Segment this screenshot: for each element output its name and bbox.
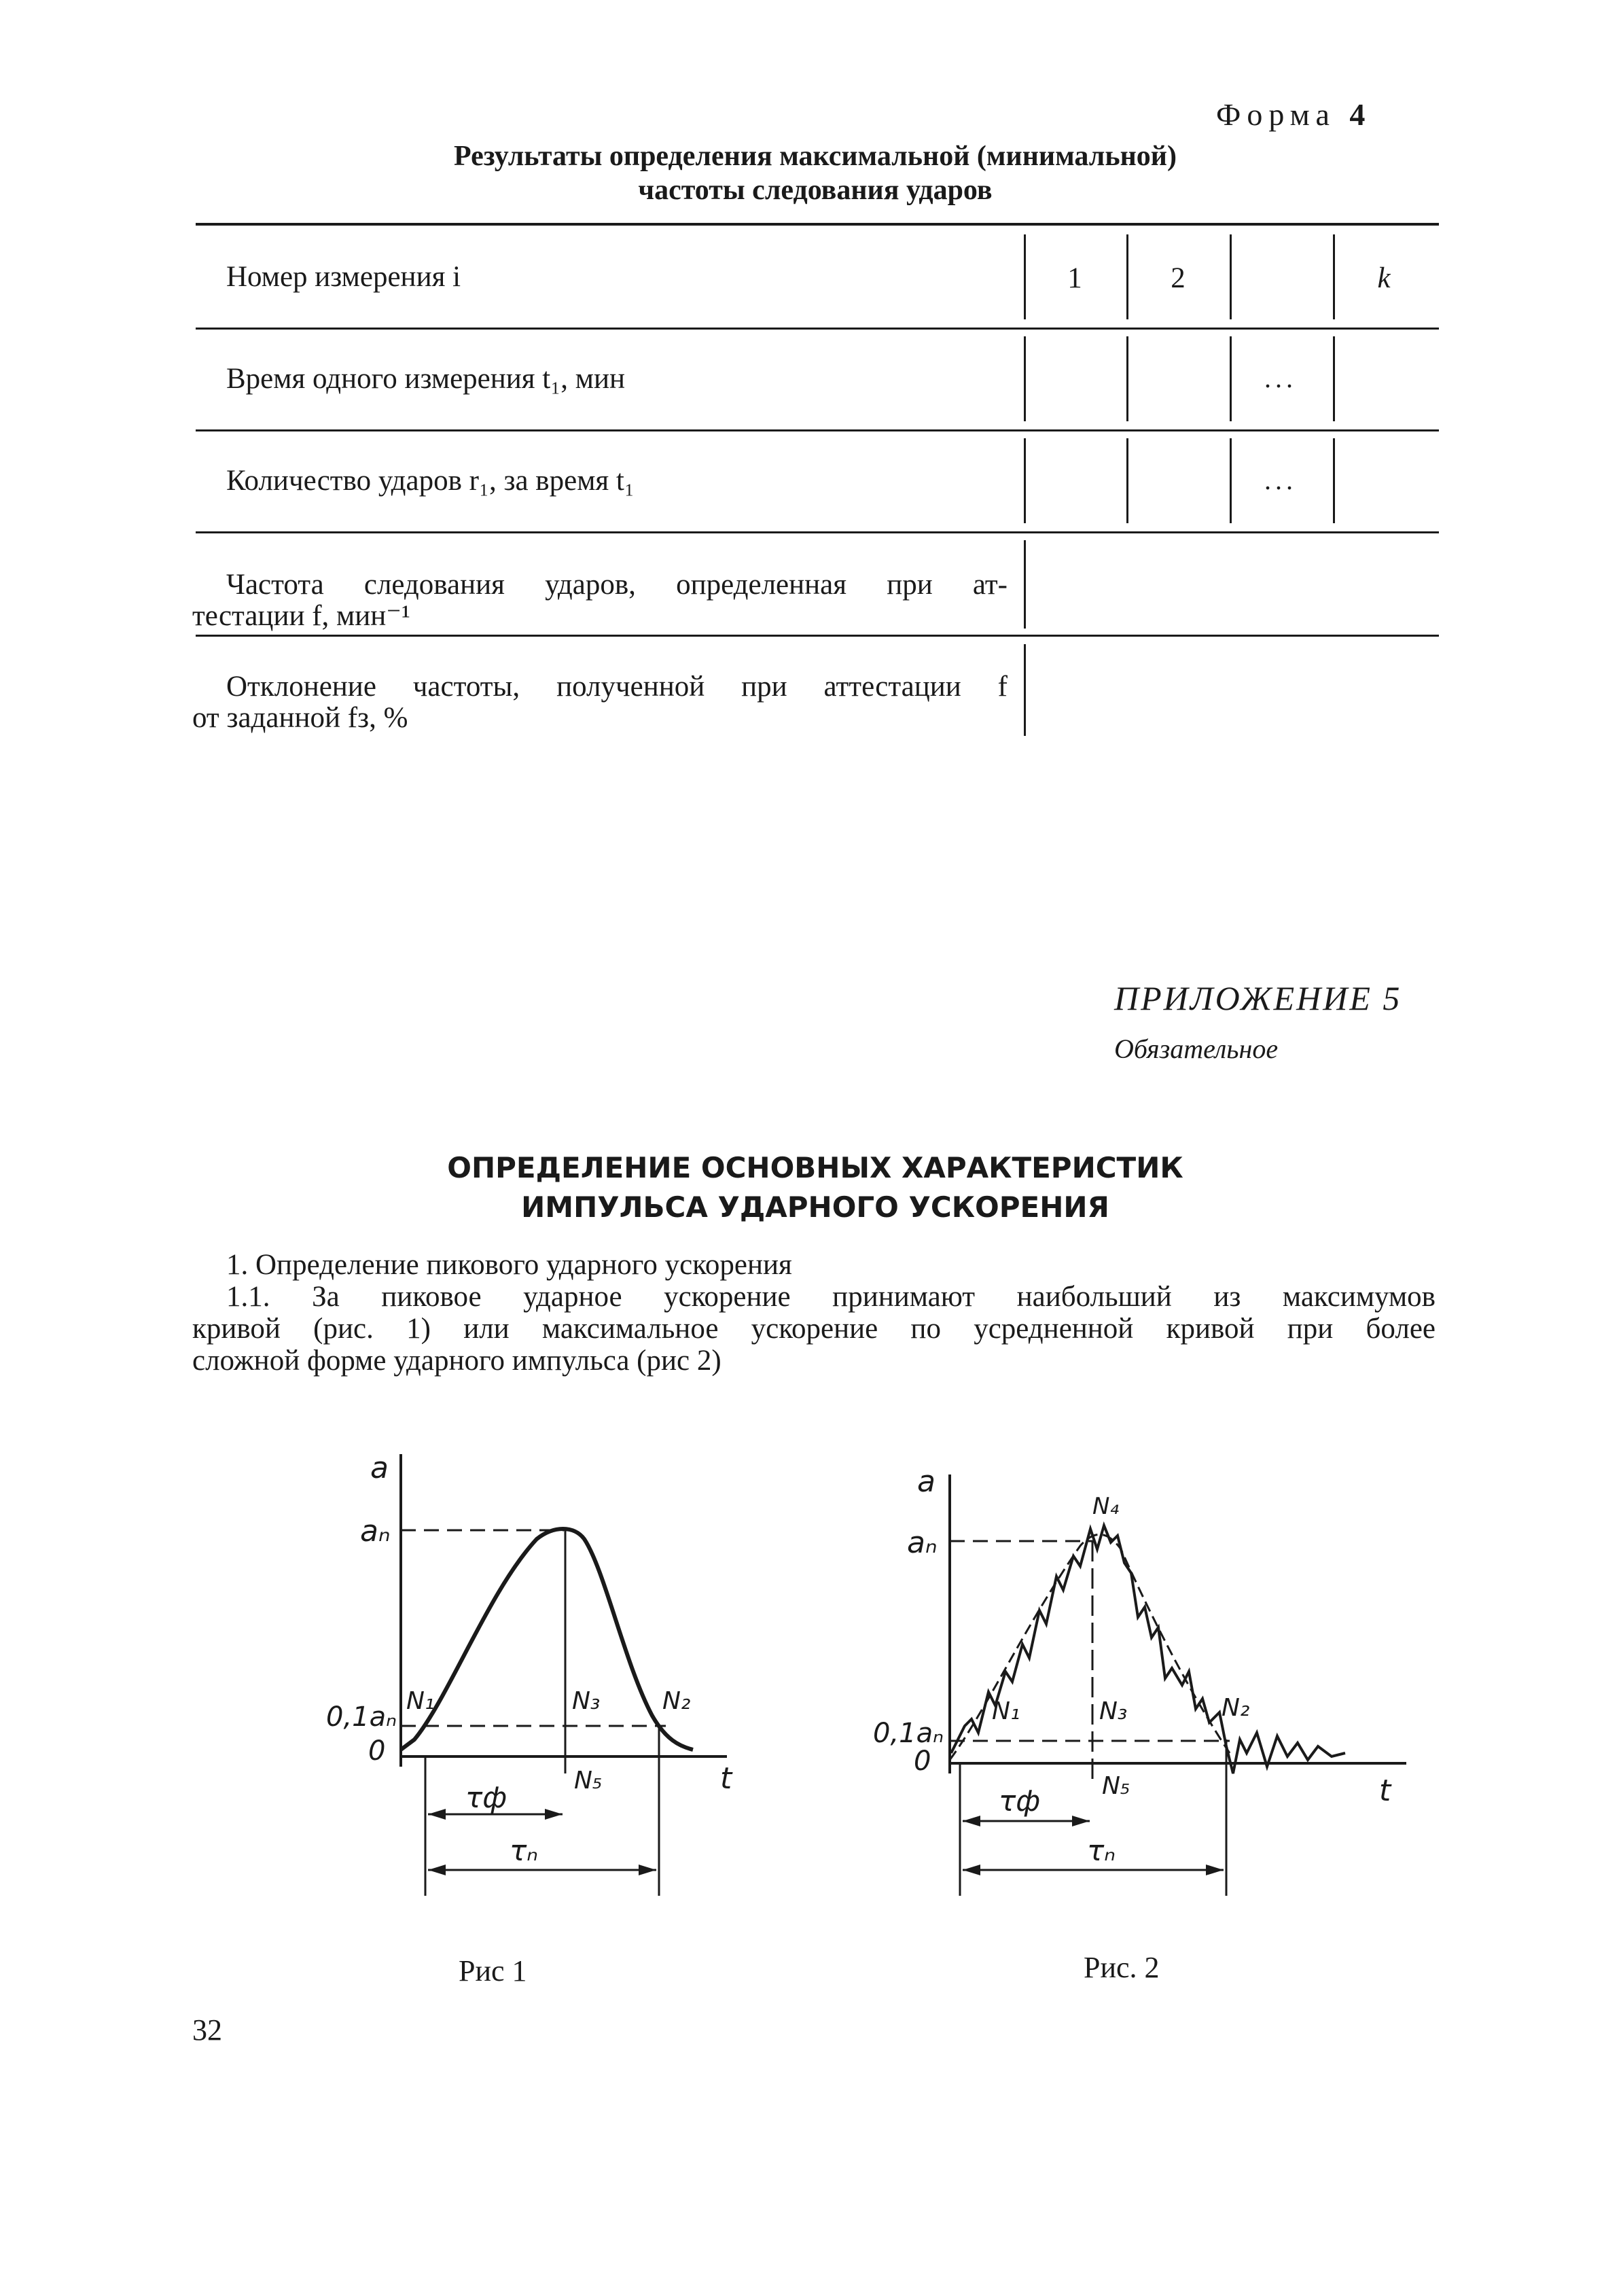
figure-1 [313,1441,747,1916]
fig1-label-n1: N₁ [406,1687,435,1715]
appendix-title: ПРИЛОЖЕНИЕ 5 [1114,979,1402,1017]
fig1-label-t: t [720,1761,732,1796]
fig1-label-zero: 0 [368,1735,386,1767]
row-label-impact-count: Количество ударов r₁, за время t₁ [226,465,635,497]
col-divider [1333,336,1335,421]
fig1-label-tau-f: τф [465,1781,507,1814]
fig2-label-n3: N₃ [1099,1697,1128,1725]
fig1-pulse-curve [401,1529,693,1750]
col-divider [1126,234,1128,319]
cell-value: 1 [1067,262,1082,294]
table-row-rule-1 [196,328,1439,330]
row-label-deviation-line1: Отклонение частоты, полученной при аттестации f [226,671,1008,703]
fig2-arrow-head [1072,1816,1090,1826]
table-top-rule [196,223,1439,226]
row-label-frequency-line2: тестации f, мин⁻¹ [192,600,410,632]
col-divider [1024,234,1026,319]
fig2-label-tau-f: τф [999,1784,1041,1818]
col-divider [1024,438,1026,523]
fig2-label-a: a [917,1464,935,1499]
fig1-label-n5: N₅ [574,1767,603,1795]
table-title-line2: частоты следования ударов [638,175,993,206]
fig1-label-a: a [370,1451,389,1485]
fig1-label-01an: 0,1aₙ [326,1701,397,1733]
appendix-status: Обязательное [1114,1034,1279,1064]
form-label [1216,96,1365,133]
fig1-arrow-head [428,1865,446,1875]
fig1-label-an: aₙ [360,1514,391,1549]
col-divider [1126,438,1128,523]
col-divider [1024,540,1026,629]
row-label-deviation-line2: от заданной fз, % [192,702,408,734]
page-number: 32 [192,2013,222,2047]
fig2-label-n2: N₂ [1222,1694,1250,1722]
col-divider [1333,234,1335,319]
fig2-label-n4: N₄ [1092,1493,1120,1520]
figure-1-caption: Рис 1 [459,1954,527,1988]
fig1-arrow-head [428,1809,446,1820]
form-label-text: Форма [1216,97,1336,132]
form-number: 4 [1349,97,1366,132]
fig1-label-n2: N₂ [662,1687,691,1715]
fig2-label-n1: N₁ [992,1697,1020,1725]
col-divider [1333,438,1335,523]
table-row-rule-4 [196,635,1439,637]
fig1-arrow-head [545,1809,563,1820]
cell-value: k [1377,262,1391,294]
fig2-pulse-curve-jagged [951,1525,1345,1773]
item-1-1-line3: сложной форме ударного импульса (рис 2) [192,1345,721,1377]
fig2-label-tau-n: τₙ [1087,1834,1116,1867]
fig2-arrow-head [963,1816,980,1826]
col-divider [1230,234,1232,319]
col-divider [1024,336,1026,421]
fig1-label-n3: N₃ [572,1687,601,1715]
cell-value: 2 [1171,262,1186,294]
col-divider [1126,336,1128,421]
section-title-line1: ОПРЕДЕЛЕНИЕ ОСНОВНЫХ ХАРАКТЕРИСТИК [447,1151,1183,1184]
row-label-frequency-line1: Частота следования ударов, определенная при ат- [226,569,1008,601]
fig1-label-tau-n: τₙ [510,1834,539,1867]
row-label-measurement-time: Время одного измерения t₁, мин [226,363,625,395]
row-label-measurement-number: Номер измерения i [226,261,461,293]
table-row-rule-3 [196,531,1439,533]
item-1-1-line2: кривой (рис. 1) или максимальное ускорение по усредненной кривой при более [192,1313,1436,1345]
section-title-line2: ИМПУЛЬСА УДАРНОГО УСКОРЕНИЯ [521,1190,1109,1224]
table-title-line1: Результаты определения максимальной (минимальной) [454,141,1177,172]
cell-ellipsis: ... [1264,465,1297,495]
fig2-label-n5: N₅ [1102,1772,1130,1800]
fig2-label-zero: 0 [914,1746,931,1777]
fig2-label-01an: 0,1aₙ [873,1718,944,1749]
item-1-1-line1: 1.1. За пиковое ударное ускорение принимают наибольший из максимумов [226,1281,1436,1313]
fig2-label-an: aₙ [907,1525,938,1560]
figure-2 [863,1454,1420,1916]
fig2-arrow-head [963,1865,980,1875]
fig2-arrow-head [1206,1865,1224,1875]
col-divider [1230,336,1232,421]
table-row-rule-2 [196,429,1439,431]
figure-2-caption: Рис. 2 [1084,1951,1160,1984]
item-1-heading: 1. Определение пикового ударного ускорения [226,1249,792,1281]
fig1-arrow-head [639,1865,656,1875]
col-divider [1024,644,1026,736]
col-divider [1230,438,1232,523]
fig2-pulse-curve-averaged [950,1534,1230,1760]
cell-ellipsis: ... [1264,363,1297,393]
fig2-label-t: t [1379,1773,1391,1808]
